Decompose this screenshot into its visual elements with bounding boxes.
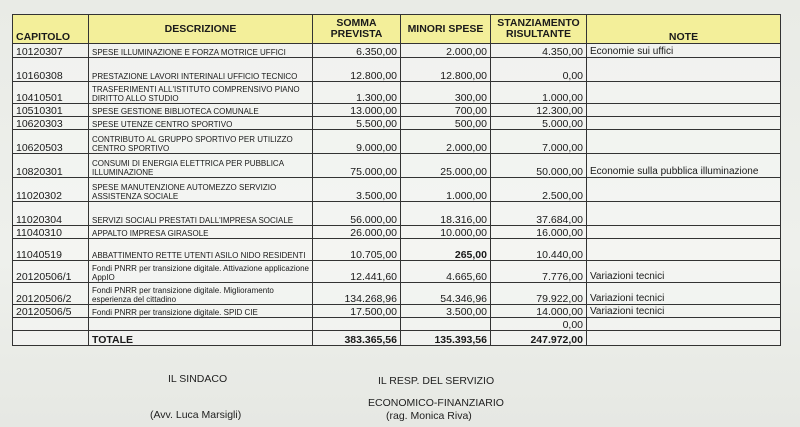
minori-spese-cell <box>401 318 491 331</box>
somma-prevista-cell: 13.000,00 <box>313 104 401 117</box>
descrizione-cell: SPESE UTENZE CENTRO SPORTIVO <box>89 117 313 130</box>
capitolo-cell: 10160308 <box>13 58 89 82</box>
table-row <box>13 58 781 82</box>
note-cell: Economie sulla pubblica illuminazione <box>587 154 781 178</box>
table-row <box>13 202 781 226</box>
minori-spese-cell: 12.800,00 <box>401 58 491 82</box>
capitolo-cell: 11020302 <box>13 178 89 202</box>
stanziamento-cell: 0,00 <box>491 318 587 331</box>
stanziamento-cell: 2.500,00 <box>491 178 587 202</box>
minori-spese-cell: 1.000,00 <box>401 178 491 202</box>
table-row <box>13 318 781 331</box>
stanziamento-cell: 10.440,00 <box>491 239 587 261</box>
descrizione-cell: Fondi PNRR per transizione digitale. SPID CIE <box>89 305 313 318</box>
somma-prevista-cell: 12.800,00 <box>313 58 401 82</box>
note-cell <box>587 178 781 202</box>
stanziamento-cell: 50.000,00 <box>491 154 587 178</box>
capitolo-cell: 11020304 <box>13 202 89 226</box>
capitolo-cell: 11040519 <box>13 239 89 261</box>
descrizione-cell: Fondi PNRR per transizione digitale. Attivazione applicazione AppIO <box>89 261 313 283</box>
total-empty-cell <box>13 331 89 346</box>
note-cell <box>587 239 781 261</box>
stanziamento-cell: 7.000,00 <box>491 130 587 154</box>
note-cell <box>587 82 781 104</box>
table-header-row <box>13 15 781 44</box>
capitolo-cell: 10620503 <box>13 130 89 154</box>
capitolo-cell: 10510301 <box>13 104 89 117</box>
somma-prevista-cell: 6.350,00 <box>313 44 401 58</box>
resp-name: (rag. Monica Riva) <box>386 410 472 422</box>
descrizione-cell: CONTRIBUTO AL GRUPPO SPORTIVO PER UTILIZZO CENTRO SPORTIVO <box>89 130 313 154</box>
somma-prevista-cell: 9.000,00 <box>313 130 401 154</box>
table-row <box>13 178 781 202</box>
descrizione-cell: SPESE GESTIONE BIBLIOTECA COMUNALE <box>89 104 313 117</box>
total-note-cell <box>587 331 781 346</box>
total-somma-prevista: 383.365,56 <box>313 331 401 346</box>
table-row <box>13 305 781 318</box>
header-note: NOTE <box>587 15 781 44</box>
somma-prevista-cell: 10.705,00 <box>313 239 401 261</box>
table-row <box>13 283 781 305</box>
header-capitolo: CAPITOLO <box>13 15 89 44</box>
note-cell: Variazioni tecnici <box>587 283 781 305</box>
descrizione-cell: TRASFERIMENTI ALL'ISTITUTO COMPRENSIVO PIANO DIRITTO ALLO STUDIO <box>89 82 313 104</box>
descrizione-cell: PRESTAZIONE LAVORI INTERINALI UFFICIO TECNICO <box>89 58 313 82</box>
minori-spese-cell: 4.665,60 <box>401 261 491 283</box>
total-row <box>13 331 781 346</box>
total-stanziamento: 247.972,00 <box>491 331 587 346</box>
somma-prevista-cell: 134.268,96 <box>313 283 401 305</box>
table-row <box>13 154 781 178</box>
descrizione-cell <box>89 318 313 331</box>
descrizione-cell: SPESE ILLUMINAZIONE E FORZA MOTRICE UFFICI <box>89 44 313 58</box>
stanziamento-cell: 0,00 <box>491 58 587 82</box>
minori-spese-cell: 2.000,00 <box>401 130 491 154</box>
capitolo-cell: 20120506/1 <box>13 261 89 283</box>
minori-spese-cell: 18.316,00 <box>401 202 491 226</box>
descrizione-cell: APPALTO IMPRESA GIRASOLE <box>89 226 313 239</box>
table-row <box>13 239 781 261</box>
descrizione-cell: SERVIZI SOCIALI PRESTATI DALL'IMPRESA SOCIALE <box>89 202 313 226</box>
header-stanziamento: STANZIAMENTO RISULTANTE <box>491 15 587 44</box>
capitolo-cell: 11040310 <box>13 226 89 239</box>
total-minori-spese: 135.393,56 <box>401 331 491 346</box>
somma-prevista-cell <box>313 318 401 331</box>
somma-prevista-cell: 56.000,00 <box>313 202 401 226</box>
capitolo-cell: 10620303 <box>13 117 89 130</box>
capitolo-cell: 20120506/2 <box>13 283 89 305</box>
table-row <box>13 226 781 239</box>
somma-prevista-cell: 17.500,00 <box>313 305 401 318</box>
capitolo-cell: 10120307 <box>13 44 89 58</box>
descrizione-cell: CONSUMI DI ENERGIA ELETTRICA PER PUBBLICA ILLUMINAZIONE <box>89 154 313 178</box>
capitolo-cell: 10820301 <box>13 154 89 178</box>
table-row <box>13 130 781 154</box>
minori-spese-cell: 2.000,00 <box>401 44 491 58</box>
note-cell <box>587 202 781 226</box>
note-cell <box>587 104 781 117</box>
header-somma-prevista: SOMMA PREVISTA <box>313 15 401 44</box>
somma-prevista-cell: 5.500,00 <box>313 117 401 130</box>
note-cell <box>587 318 781 331</box>
stanziamento-cell: 1.000,00 <box>491 82 587 104</box>
descrizione-cell: ABBATTIMENTO RETTE UTENTI ASILO NIDO RESIDENTI <box>89 239 313 261</box>
minori-spese-cell: 300,00 <box>401 82 491 104</box>
minori-spese-cell: 3.500,00 <box>401 305 491 318</box>
stanziamento-cell: 12.300,00 <box>491 104 587 117</box>
note-cell: Variazioni tecnici <box>587 261 781 283</box>
note-cell <box>587 117 781 130</box>
table-row <box>13 44 781 58</box>
stanziamento-cell: 7.776,00 <box>491 261 587 283</box>
budget-table <box>12 14 781 346</box>
minori-spese-cell: 25.000,00 <box>401 154 491 178</box>
capitolo-cell: 20120506/5 <box>13 305 89 318</box>
table-row <box>13 117 781 130</box>
minori-spese-cell: 265,00 <box>401 239 491 261</box>
sindaco-name: (Avv. Luca Marsigli) <box>150 409 242 421</box>
sindaco-title: IL SINDACO <box>168 373 228 385</box>
note-cell <box>587 58 781 82</box>
resp-title: IL RESP. DEL SERVIZIO <box>378 375 495 387</box>
somma-prevista-cell: 26.000,00 <box>313 226 401 239</box>
somma-prevista-cell: 75.000,00 <box>313 154 401 178</box>
somma-prevista-cell: 12.441,60 <box>313 261 401 283</box>
stanziamento-cell: 79.922,00 <box>491 283 587 305</box>
note-cell <box>587 226 781 239</box>
header-descrizione: DESCRIZIONE <box>89 15 313 44</box>
descrizione-cell: SPESE MANUTENZIONE AUTOMEZZO SERVIZIO ASSISTENZA SOCIALE <box>89 178 313 202</box>
minori-spese-cell: 10.000,00 <box>401 226 491 239</box>
resp-department: ECONOMICO-FINANZIARIO <box>368 397 504 409</box>
stanziamento-cell: 16.000,00 <box>491 226 587 239</box>
note-cell: Economie sui uffici <box>587 44 781 58</box>
minori-spese-cell: 700,00 <box>401 104 491 117</box>
table-row <box>13 104 781 117</box>
minori-spese-cell: 54.346,96 <box>401 283 491 305</box>
table-row <box>13 82 781 104</box>
somma-prevista-cell: 3.500,00 <box>313 178 401 202</box>
header-minori-spese: MINORI SPESE <box>401 15 491 44</box>
total-label: TOTALE <box>89 331 313 346</box>
descrizione-cell: Fondi PNRR per transizione digitale. Miglioramento esperienza del cittadino <box>89 283 313 305</box>
stanziamento-cell: 37.684,00 <box>491 202 587 226</box>
stanziamento-cell: 14.000,00 <box>491 305 587 318</box>
note-cell: Variazioni tecnici <box>587 305 781 318</box>
stanziamento-cell: 4.350,00 <box>491 44 587 58</box>
capitolo-cell <box>13 318 89 331</box>
minori-spese-cell: 500,00 <box>401 117 491 130</box>
somma-prevista-cell: 1.300,00 <box>313 82 401 104</box>
table-row <box>13 261 781 283</box>
note-cell <box>587 130 781 154</box>
stanziamento-cell: 5.000,00 <box>491 117 587 130</box>
capitolo-cell: 10410501 <box>13 82 89 104</box>
